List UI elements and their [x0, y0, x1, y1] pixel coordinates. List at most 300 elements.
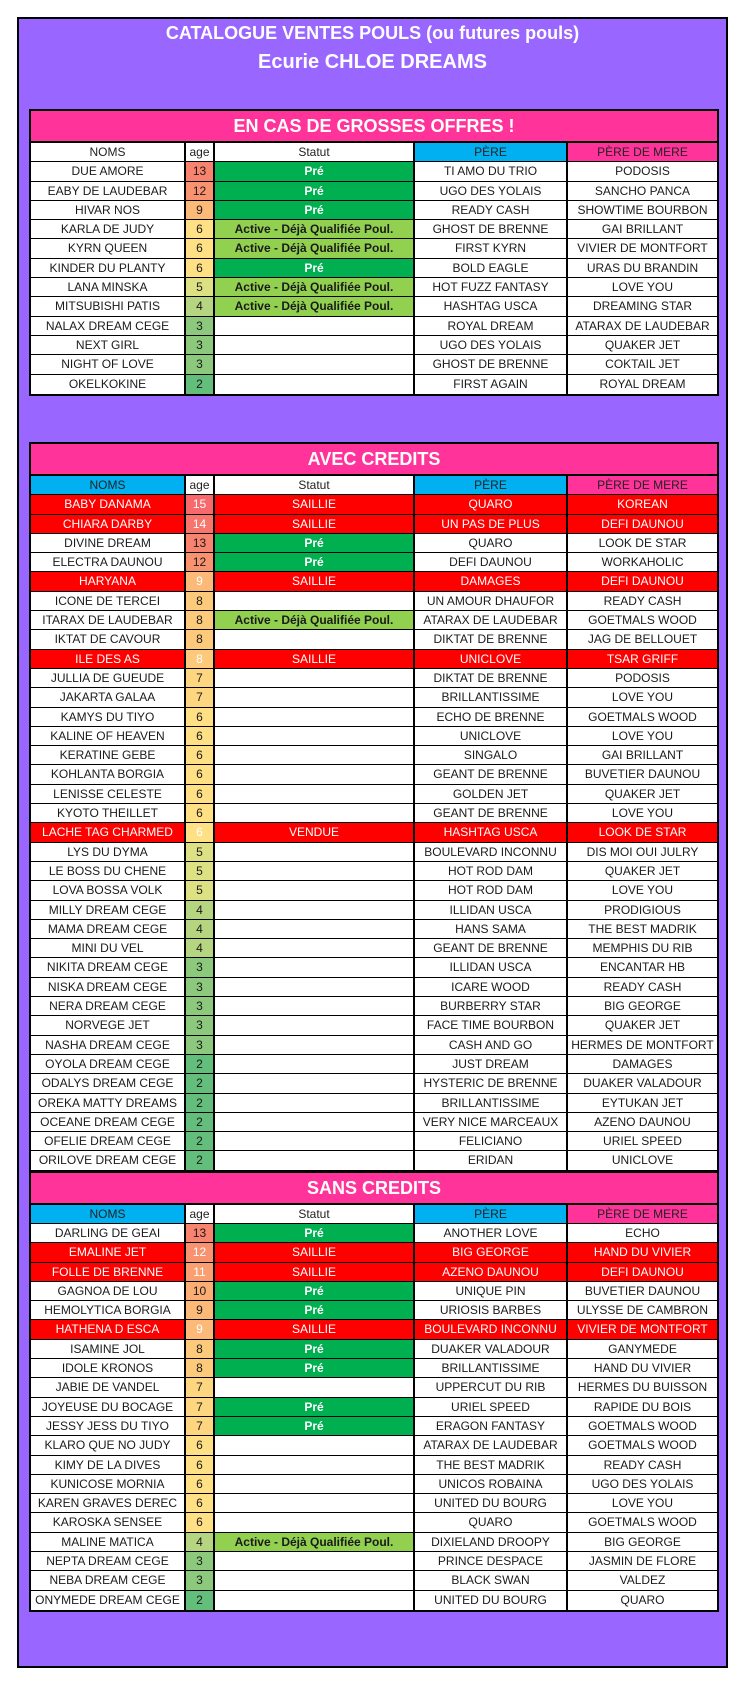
dam-sire-name: GOETMALS WOOD — [588, 613, 697, 628]
horse-name: KYRN QUEEN — [31, 239, 186, 257]
sire-name: UNITED DU BOURG — [415, 1591, 568, 1610]
horse-status: Pré — [215, 162, 415, 180]
horse-status: SAILLIE — [215, 515, 415, 533]
table-row — [31, 220, 717, 239]
horse-name: DARLING DE GEAI — [31, 1224, 186, 1242]
horse-age: 8 — [186, 611, 215, 629]
horse-age: 3 — [186, 978, 215, 996]
sire-name: DIKTAT DE BRENNE — [415, 669, 568, 687]
horse-status — [215, 336, 415, 354]
horse-name: HARYANA — [31, 572, 186, 590]
horse-status — [215, 978, 415, 996]
horse-status — [215, 1571, 415, 1589]
horse-age: 4 — [186, 901, 215, 919]
dam-sire-name: LOVE YOU — [611, 690, 674, 705]
sire-name: QUARO — [415, 1513, 568, 1531]
horse-age: 7 — [186, 688, 215, 706]
horse-age: 7 — [186, 1398, 215, 1416]
horse-status — [215, 843, 415, 861]
dam-sire-name: DUAKER VALADOUR — [583, 1076, 702, 1091]
horse-name: JABIE DE VANDEL — [31, 1378, 186, 1396]
dam-sire-name: ULYSSE DE CAMBRON — [576, 1303, 709, 1318]
horse-name: HIVAR NOS — [31, 201, 186, 219]
horse-status: Pré — [215, 1417, 415, 1435]
horse-name: NORVEGE JET — [31, 1016, 186, 1034]
dam-sire-name: THE BEST MADRIK — [588, 921, 697, 936]
horse-age: 2 — [186, 1591, 215, 1610]
table-row — [31, 997, 717, 1016]
horse-status: SAILLIE — [215, 1263, 415, 1281]
dam-sire-name: VIVIER DE MONTFORT — [577, 241, 708, 256]
sire-name: UNITED DU BOURG — [415, 1494, 568, 1512]
section-title: EN CAS DE GROSSES OFFRES ! — [31, 111, 717, 143]
dam-sire-name: HERMES DU BUISSON — [577, 1380, 708, 1395]
horse-name: ILE DES AS — [31, 650, 186, 668]
sire-name: ERIDAN — [415, 1151, 568, 1169]
header-age: age — [186, 1205, 215, 1223]
horse-name: KERATINE GEBE — [31, 746, 186, 764]
horse-name: NASHA DREAM CEGE — [31, 1036, 186, 1054]
horse-age: 8 — [186, 630, 215, 648]
horse-status — [215, 785, 415, 803]
dam-sire-name: GOETMALS WOOD — [588, 1438, 697, 1453]
horse-name: LE BOSS DU CHENE — [31, 862, 186, 880]
header-noms: NOMS — [31, 143, 186, 161]
dam-sire-name: URIEL SPEED — [603, 1134, 682, 1149]
table-row — [31, 1016, 717, 1035]
horse-status — [215, 1436, 415, 1454]
horse-name: NIGHT OF LOVE — [31, 355, 186, 373]
dam-sire-name: QUAKER JET — [604, 786, 681, 801]
horse-name: MALINE MATICA — [31, 1533, 186, 1551]
sire-name: BURBERRY STAR — [415, 997, 568, 1015]
table-row — [31, 1263, 717, 1282]
horse-age: 5 — [186, 843, 215, 861]
horse-name: KAMYS DU TIYO — [31, 708, 186, 726]
horse-status — [215, 1151, 415, 1169]
dam-sire-name: VIVIER DE MONTFORT — [568, 1320, 717, 1338]
table-row — [31, 355, 717, 374]
horse-name: HATHENA D ESCA — [31, 1320, 186, 1338]
horse-name: DIVINE DREAM — [31, 534, 186, 552]
table-row — [31, 495, 717, 514]
dam-sire-name: READY CASH — [603, 979, 682, 994]
horse-name: NEXT GIRL — [31, 336, 186, 354]
page-subtitle: Ecurie CHLOE DREAMS — [258, 51, 487, 73]
horse-age: 6 — [186, 727, 215, 745]
sire-name: HASHTAG USCA — [415, 823, 568, 841]
horse-name: ONYMEDE DREAM CEGE — [31, 1591, 186, 1610]
header-pere: PÈRE — [415, 1205, 568, 1223]
horse-status: SAILLIE — [215, 1243, 415, 1261]
table-row — [31, 1571, 717, 1590]
table-row — [31, 650, 717, 669]
horse-name: JOYEUSE DU BOCAGE — [31, 1398, 186, 1416]
dam-sire-name: DEFI DAUNOU — [568, 515, 717, 533]
dam-sire-name: PODOSIS — [615, 164, 670, 179]
horse-name: LYS DU DYMA — [31, 843, 186, 861]
horse-status — [215, 997, 415, 1015]
horse-name: ORILOVE DREAM CEGE — [31, 1151, 186, 1169]
column-header-row — [31, 143, 717, 162]
sire-name: BOULEVARD INCONNU — [415, 1320, 568, 1338]
horse-name: OYOLA DREAM CEGE — [31, 1055, 186, 1073]
header-pere-de-mere: PÈRE DE MERE — [568, 143, 717, 161]
horse-status — [215, 1591, 415, 1610]
horse-name: EMALINE JET — [31, 1243, 186, 1261]
dam-sire-name: BIG GEORGE — [604, 1534, 681, 1549]
horse-age: 7 — [186, 1417, 215, 1435]
dam-sire-name: GAI BRILLANT — [601, 748, 684, 763]
dam-sire-name: URAS DU BRANDIN — [586, 260, 699, 275]
sire-name: BRILLANTISSIME — [415, 688, 568, 706]
horse-age: 13 — [186, 534, 215, 552]
horse-status — [215, 1513, 415, 1531]
header-age: age — [186, 476, 215, 494]
horse-age: 6 — [186, 1494, 215, 1512]
table-row — [31, 1340, 717, 1359]
sire-name: FIRST KYRN — [415, 239, 568, 257]
table-row — [31, 239, 717, 258]
table-row — [31, 1359, 717, 1378]
sire-name: VERY NICE MARCEAUX — [415, 1113, 568, 1131]
horse-name: KAREN GRAVES DEREC — [31, 1494, 186, 1512]
table-row — [31, 1224, 717, 1243]
horse-age: 9 — [186, 201, 215, 219]
header-pere-de-mere: PÈRE DE MERE — [568, 1205, 717, 1223]
sire-name: HOT FUZZ FANTASY — [415, 278, 568, 296]
sire-name: DEFI DAUNOU — [415, 553, 568, 571]
sire-name: FACE TIME BOURBON — [415, 1016, 568, 1034]
sire-name: HOT ROD DAM — [415, 881, 568, 899]
dam-sire-name: LOVE YOU — [611, 806, 674, 821]
horse-name: NEPTA DREAM CEGE — [31, 1552, 186, 1570]
table-row — [31, 592, 717, 611]
horse-age: 2 — [186, 1132, 215, 1150]
table-row — [31, 1591, 717, 1610]
sire-name: READY CASH — [415, 201, 568, 219]
horse-status — [215, 1113, 415, 1131]
sire-name: DAMAGES — [415, 572, 568, 590]
sire-name: BIG GEORGE — [415, 1243, 568, 1261]
horse-name: EABY DE LAUDEBAR — [31, 182, 186, 200]
horse-status — [215, 939, 415, 957]
horse-name: NERA DREAM CEGE — [31, 997, 186, 1015]
dam-sire-name: UGO DES YOLAIS — [591, 1476, 694, 1491]
dam-sire-name: READY CASH — [603, 1457, 682, 1472]
horse-name: KINDER DU PLANTY — [31, 259, 186, 277]
horse-age: 4 — [186, 920, 215, 938]
table-row — [31, 901, 717, 920]
table-row — [31, 1074, 717, 1093]
dam-sire-name: BUVETIER DAUNOU — [584, 1283, 701, 1298]
dam-sire-name: DIS MOI OUI JULRY — [586, 844, 699, 859]
horse-age: 3 — [186, 1552, 215, 1570]
header-pere: PÈRE — [415, 143, 568, 161]
sire-name: DIKTAT DE BRENNE — [415, 630, 568, 648]
horse-name: DUE AMORE — [31, 162, 186, 180]
horse-status — [215, 355, 415, 373]
dam-sire-name: QUARO — [620, 1592, 665, 1607]
horse-age: 3 — [186, 1016, 215, 1034]
horse-status — [215, 1132, 415, 1150]
horse-age: 3 — [186, 336, 215, 354]
horse-age: 10 — [186, 1282, 215, 1300]
horse-age: 5 — [186, 278, 215, 296]
sire-name: ICARE WOOD — [415, 978, 568, 996]
sire-name: ILLIDAN USCA — [415, 901, 568, 919]
header-statut: Statut — [215, 1205, 415, 1223]
horse-status — [215, 804, 415, 822]
dam-sire-name: DAMAGES — [612, 1056, 673, 1071]
horse-name: NISKA DREAM CEGE — [31, 978, 186, 996]
table-row — [31, 534, 717, 553]
dam-sire-name: LOVE YOU — [611, 1496, 674, 1511]
column-header-row — [31, 1205, 717, 1224]
horse-age: 2 — [186, 375, 215, 394]
horse-status: Active - Déjà Qualifiée Poul. — [215, 239, 415, 257]
table-row — [31, 336, 717, 355]
dam-sire-name: READY CASH — [603, 593, 682, 608]
horse-name: ELECTRA DAUNOU — [31, 553, 186, 571]
horse-status — [215, 920, 415, 938]
header-statut: Statut — [215, 143, 415, 161]
table-row — [31, 804, 717, 823]
horse-name: ODALYS DREAM CEGE — [31, 1074, 186, 1092]
table-row — [31, 375, 717, 394]
sire-name: UGO DES YOLAIS — [415, 336, 568, 354]
horse-age: 8 — [186, 592, 215, 610]
horse-status — [215, 1094, 415, 1112]
horse-age: 2 — [186, 1074, 215, 1092]
horse-status: Pré — [215, 1340, 415, 1358]
horse-name: NIKITA DREAM CEGE — [31, 958, 186, 976]
horse-status — [215, 375, 415, 394]
horse-age: 9 — [186, 1320, 215, 1338]
sire-name: BRILLANTISSIME — [415, 1094, 568, 1112]
horse-name: KALINE OF HEAVEN — [31, 727, 186, 745]
table-row — [31, 1436, 717, 1455]
table-row — [31, 1533, 717, 1552]
dam-sire-name: DREAMING STAR — [592, 299, 693, 314]
horse-status — [215, 1552, 415, 1570]
table-row — [31, 201, 717, 220]
sire-name: ERAGON FANTASY — [415, 1417, 568, 1435]
sire-name: GHOST DE BRENNE — [415, 355, 568, 373]
horse-name: MINI DU VEL — [31, 939, 186, 957]
horse-age: 3 — [186, 1571, 215, 1589]
horse-name: LENISSE CELESTE — [31, 785, 186, 803]
horse-age: 8 — [186, 650, 215, 668]
horse-age: 2 — [186, 1113, 215, 1131]
horse-name: KAROSKA SENSEE — [31, 1513, 186, 1531]
sire-name: ATARAX DE LAUDEBAR — [415, 611, 568, 629]
table-row — [31, 1475, 717, 1494]
dam-sire-name: QUAKER JET — [604, 337, 681, 352]
sire-name: GHOST DE BRENNE — [415, 220, 568, 238]
horse-age: 6 — [186, 1436, 215, 1454]
section-title: SANS CREDITS — [31, 1173, 717, 1205]
sire-name: AZENO DAUNOU — [415, 1263, 568, 1281]
horse-name: JESSY JESS DU TIYO — [31, 1417, 186, 1435]
sire-name: SINGALO — [415, 746, 568, 764]
horse-status: VENDUE — [215, 823, 415, 841]
sire-name: ECHO DE BRENNE — [415, 708, 568, 726]
header-noms: NOMS — [31, 476, 186, 494]
horse-age: 12 — [186, 553, 215, 571]
page-title: CATALOGUE VENTES POULS (ou futures pouls) — [165, 23, 580, 43]
table-row — [31, 843, 717, 862]
dam-sire-name: ENCANTAR HB — [599, 960, 686, 975]
horse-name: KARLA DE JUDY — [31, 220, 186, 238]
horse-name: NEBA DREAM CEGE — [31, 1571, 186, 1589]
horse-name: IKTAT DE CAVOUR — [31, 630, 186, 648]
sire-name: UNICLOVE — [415, 650, 568, 668]
horse-age: 6 — [186, 804, 215, 822]
dam-sire-name: GOETMALS WOOD — [588, 1418, 697, 1433]
horse-status — [215, 862, 415, 880]
dam-sire-name: WORKAHOLIC — [601, 555, 684, 570]
table-row — [31, 1036, 717, 1055]
horse-status — [215, 688, 415, 706]
horse-age: 9 — [186, 572, 215, 590]
sire-name: PRINCE DESPACE — [415, 1552, 568, 1570]
horse-status — [215, 1036, 415, 1054]
horse-status: Pré — [215, 1224, 415, 1242]
horse-status: Active - Déjà Qualifiée Poul. — [215, 611, 415, 629]
sire-name: GEANT DE BRENNE — [415, 765, 568, 783]
horse-status: Pré — [215, 534, 415, 552]
dam-sire-name: VALDEZ — [619, 1573, 666, 1588]
dam-sire-name: RAPIDE DU BOIS — [593, 1399, 692, 1414]
horse-status — [215, 1074, 415, 1092]
horse-age: 6 — [186, 1475, 215, 1493]
table-row — [31, 1243, 717, 1262]
horse-age: 6 — [186, 746, 215, 764]
horse-name: ICONE DE TERCEI — [31, 592, 186, 610]
horse-status: Pré — [215, 1398, 415, 1416]
dam-sire-name: GOETMALS WOOD — [588, 1515, 697, 1530]
sire-name: UNICOS ROBAINA — [415, 1475, 568, 1493]
horse-name: OCEANE DREAM CEGE — [31, 1113, 186, 1131]
horse-name: KUNICOSE MORNIA — [31, 1475, 186, 1493]
horse-age: 4 — [186, 939, 215, 957]
table-row — [31, 939, 717, 958]
horse-status — [215, 1055, 415, 1073]
horse-status — [215, 1494, 415, 1512]
table-row — [31, 553, 717, 572]
horse-status — [215, 958, 415, 976]
horse-name: OKELKOKINE — [31, 375, 186, 394]
table-row — [31, 1094, 717, 1113]
dam-sire-name: HAND DU VIVIER — [593, 1361, 692, 1376]
horse-name: NALAX DREAM CEGE — [31, 317, 186, 335]
horse-status: Active - Déjà Qualifiée Poul. — [215, 220, 415, 238]
horse-age: 14 — [186, 515, 215, 533]
horse-age: 3 — [186, 958, 215, 976]
dam-sire-name: BUVETIER DAUNOU — [584, 767, 701, 782]
table-row — [31, 1417, 717, 1436]
sire-name: UPPERCUT DU RIB — [415, 1378, 568, 1396]
dam-sire-name: JAG DE BELLOUET — [587, 632, 698, 647]
sire-name: DUAKER VALADOUR — [415, 1340, 568, 1358]
horse-name: KLARO QUE NO JUDY — [31, 1436, 186, 1454]
header-statut: Statut — [215, 476, 415, 494]
horse-status: Pré — [215, 1301, 415, 1319]
horse-age: 7 — [186, 669, 215, 687]
table-row — [31, 978, 717, 997]
table-row — [31, 515, 717, 534]
dam-sire-name: EYTUKAN JET — [601, 1095, 684, 1110]
horse-age: 3 — [186, 1036, 215, 1054]
sire-name: URIEL SPEED — [415, 1398, 568, 1416]
sire-name: BRILLANTISSIME — [415, 1359, 568, 1377]
horse-age: 9 — [186, 1301, 215, 1319]
table-row — [31, 1456, 717, 1475]
horse-status: Pré — [215, 1359, 415, 1377]
horse-status: SAILLIE — [215, 572, 415, 590]
horse-name: LANA MINSKA — [31, 278, 186, 296]
horse-age: 13 — [186, 162, 215, 180]
horse-status — [215, 881, 415, 899]
horse-age: 12 — [186, 182, 215, 200]
horse-age: 5 — [186, 862, 215, 880]
table-grosses-offres — [29, 109, 719, 396]
horse-status: Active - Déjà Qualifiée Poul. — [215, 278, 415, 296]
dam-sire-name: COKTAIL JET — [605, 357, 680, 372]
horse-name: LOVA BOSSA VOLK — [31, 881, 186, 899]
table-row — [31, 317, 717, 336]
horse-age: 11 — [186, 1263, 215, 1281]
horse-age: 13 — [186, 1224, 215, 1242]
table-credits — [29, 442, 719, 1612]
horse-name: CHIARA DARBY — [31, 515, 186, 533]
table-row — [31, 1282, 717, 1301]
horse-status: SAILLIE — [215, 650, 415, 668]
horse-name: KIMY DE LA DIVES — [31, 1456, 186, 1474]
table-row — [31, 1113, 717, 1132]
horse-status: Pré — [215, 1282, 415, 1300]
horse-age: 3 — [186, 355, 215, 373]
header-pere: PÈRE — [415, 476, 568, 494]
horse-status: Pré — [215, 553, 415, 571]
sire-name: GOLDEN JET — [415, 785, 568, 803]
dam-sire-name: MEMPHIS DU RIB — [592, 941, 693, 956]
table-row — [31, 785, 717, 804]
horse-name: MITSUBISHI PATIS — [31, 297, 186, 315]
dam-sire-name: DEFI DAUNOU — [568, 572, 717, 590]
horse-age: 6 — [186, 823, 215, 841]
horse-age: 6 — [186, 765, 215, 783]
table-row — [31, 1552, 717, 1571]
horse-status: Pré — [215, 182, 415, 200]
horse-name: HEMOLYTICA BORGIA — [31, 1301, 186, 1319]
dam-sire-name: LOVE YOU — [611, 728, 674, 743]
table-row — [31, 920, 717, 939]
table-row — [31, 1513, 717, 1532]
horse-name: GAGNOA DE LOU — [31, 1282, 186, 1300]
horse-name: ITARAX DE LAUDEBAR — [31, 611, 186, 629]
table-row — [31, 297, 717, 316]
horse-status — [215, 708, 415, 726]
table-row — [31, 1151, 717, 1170]
horse-status — [215, 592, 415, 610]
horse-status — [215, 630, 415, 648]
horse-age: 12 — [186, 1243, 215, 1261]
table-row — [31, 1398, 717, 1417]
sire-name: HASHTAG USCA — [415, 297, 568, 315]
horse-status — [215, 1016, 415, 1034]
